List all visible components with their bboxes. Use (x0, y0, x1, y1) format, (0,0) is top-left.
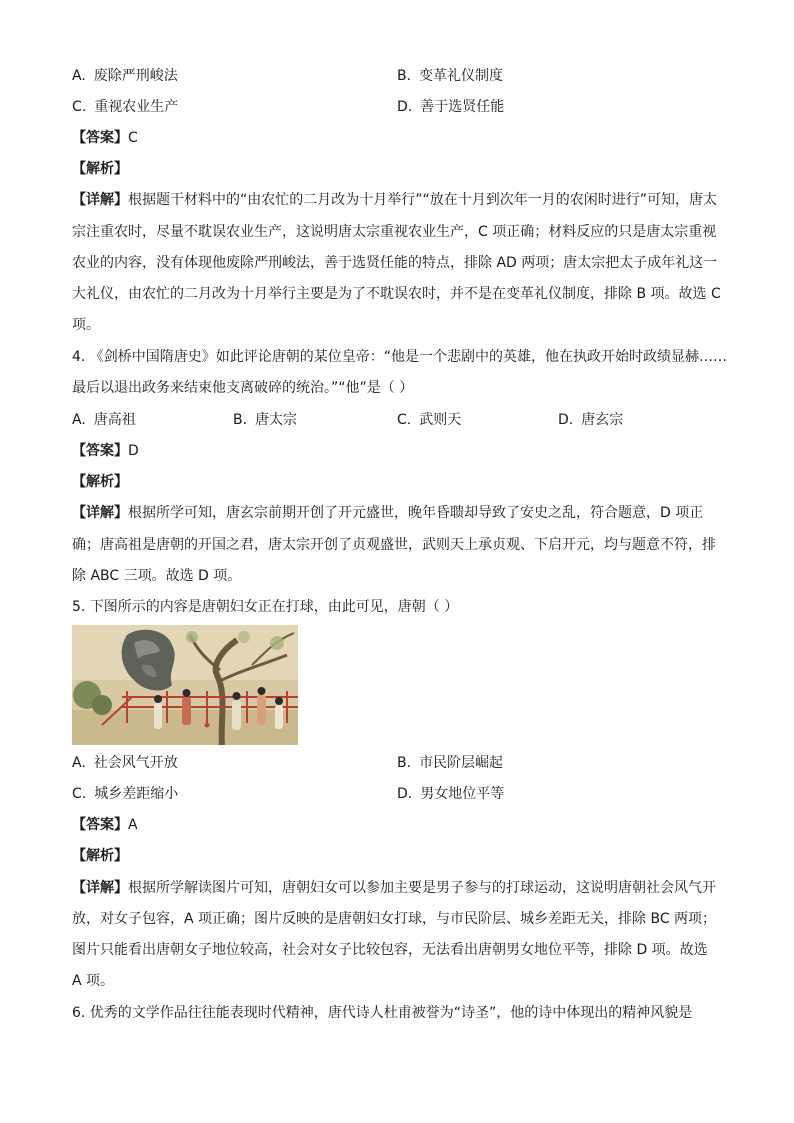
q3-analysis-label: 【解析】 (72, 161, 128, 177)
q3-detail-line-5: 项。 (72, 317, 100, 333)
q5-detail-line-4: A 项。 (72, 973, 115, 989)
q4-answer: 【答案】D (72, 443, 139, 459)
q4-option-d[interactable]: D. 唐玄宗 (558, 412, 624, 428)
q4-stem-line-1: 4. 《剑桥中国隋唐史》如此评论唐朝的某位皇帝：“他是一个悲剧中的英雄，他在执政开始时政绩显赫…… (72, 349, 728, 365)
q5-option-b[interactable]: B. 市民阶层崛起 (397, 755, 504, 771)
q5-option-a[interactable]: A. 社会风气开放 (72, 755, 178, 771)
q4-detail-line-1: 【详解】根据所学可知，唐玄宗前期开创了开元盛世，晚年昏聩却导致了安史之乱，符合题意，D 项正 (72, 505, 704, 521)
q5-detail-line-3: 图片只能看出唐朝女子地位较高，社会对女子比较包容，无法看出唐朝男女地位平等，排除 D 项。故选 (72, 942, 708, 958)
q5-option-c[interactable]: C. 城乡差距缩小 (72, 786, 179, 802)
q4-detail-line-3: 除 ABC 三项。故选 D 项。 (72, 568, 242, 584)
q3-option-b[interactable]: B. 变革礼仪制度 (397, 68, 504, 84)
q4-analysis-label: 【解析】 (72, 474, 128, 490)
q3-option-d[interactable]: D. 善于选贤任能 (397, 99, 505, 115)
q5-analysis-label: 【解析】 (72, 848, 128, 864)
q5-detail-line-2: 放，对女子包容，A 项正确；图片反映的是唐朝妇女打球，与市民阶层、城乡差距无关，排除 BC 两项； (72, 911, 717, 927)
q3-answer: 【答案】C (72, 130, 138, 146)
q5-detail-line-1: 【详解】根据所学解读图片可知，唐朝妇女可以参加主要是男子参与的打球运动，这说明唐朝社会风气开 (72, 880, 716, 896)
q5-answer: 【答案】A (72, 817, 138, 833)
q3-option-a[interactable]: A. 废除严刑峻法 (72, 68, 178, 84)
q4-stem-line-2: 最后以退出政务来结束他支离破碎的统治。”“他”是（ ） (72, 380, 414, 396)
q4-option-c[interactable]: C. 武则天 (397, 412, 462, 428)
q3-option-c[interactable]: C. 重视农业生产 (72, 99, 179, 115)
tang-women-ball-painting (72, 625, 298, 745)
q6-stem: 6. 优秀的文学作品往往能表现时代精神，唐代诗人杜甫被誉为“诗圣”，他的诗中体现出的精神风貌是 (72, 1005, 693, 1021)
q4-option-b[interactable]: B. 唐太宗 (233, 412, 298, 428)
q4-option-a[interactable]: A. 唐高祖 (72, 412, 136, 428)
q3-detail-line-1: 【详解】根据题干材料中的“由农忙的二月改为十月举行”“放在十月到次年一月的农闲时进行”可知，唐太 (72, 192, 718, 208)
q5-option-d[interactable]: D. 男女地位平等 (397, 786, 505, 802)
q3-detail-line-4: 大礼仪，由农忙的二月改为十月举行主要是为了不耽误农时，并不是在变革礼仪制度，排除 B 项。故选 C (72, 286, 721, 302)
q3-detail-line-3: 农业的内容，没有体现他废除严刑峻法，善于选贤任能的特点，排除 AD 两项；唐太宗把太子成年礼这一 (72, 255, 718, 271)
q5-stem: 5. 下图所示的内容是唐朝妇女正在打球，由此可见，唐朝（ ） (72, 599, 459, 615)
q3-detail-line-2: 宗注重农时，尽量不耽误农业生产，这说明唐太宗重视农业生产，C 项正确；材料反应的只是唐太宗重视 (72, 224, 717, 240)
q4-detail-line-2: 确；唐高祖是唐朝的开国之君，唐太宗开创了贞观盛世，武则天上承贞观、下启开元，均与题意不符，排 (72, 537, 716, 553)
